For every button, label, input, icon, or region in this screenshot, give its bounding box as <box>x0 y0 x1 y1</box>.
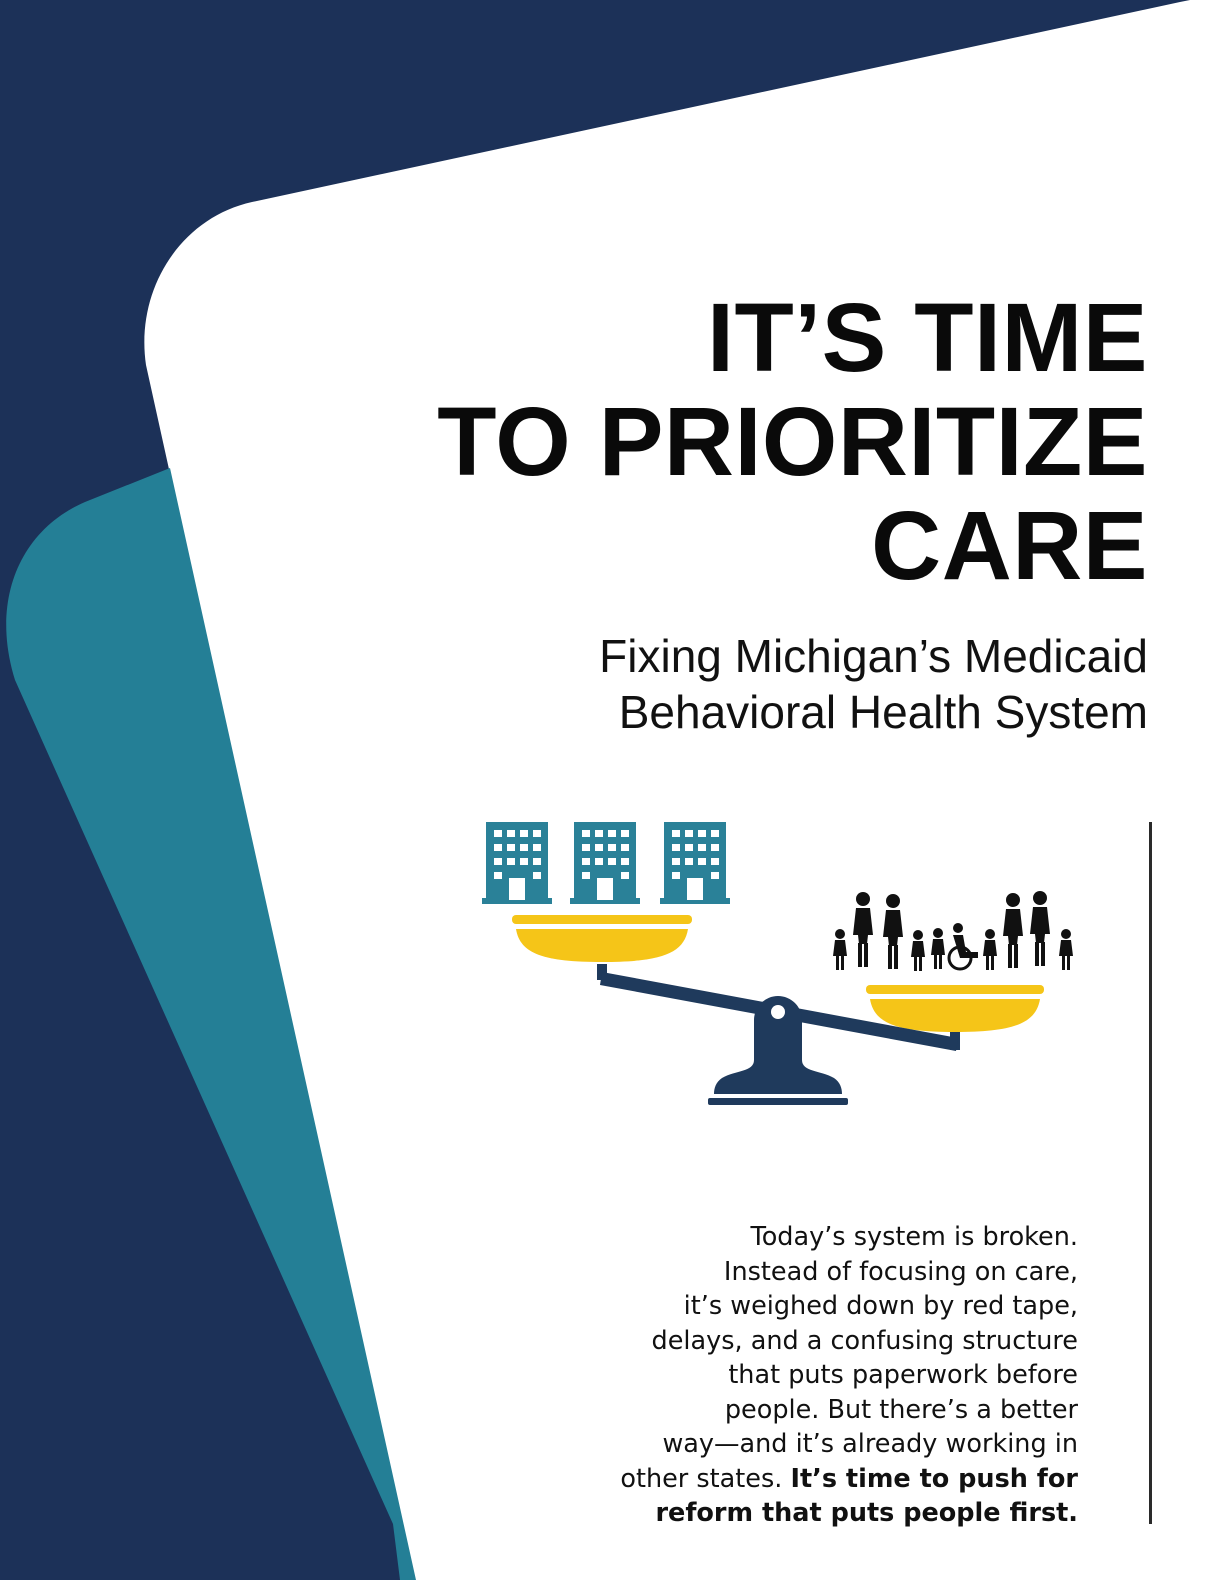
body-line: people. But there’s a better <box>724 1394 1078 1425</box>
body-bold-callout-end: reform that puts people first. <box>655 1498 1078 1528</box>
body-line: it’s weighed down by red tape, <box>683 1291 1078 1321</box>
body-line: way—and it’s already working in <box>662 1429 1078 1459</box>
people-silhouettes <box>833 891 1073 971</box>
body-bold-callout: It’s time to push for <box>790 1463 1078 1494</box>
intro-paragraph <box>620 1220 1078 1531</box>
body-line: Instead of focusing on care, <box>723 1256 1078 1287</box>
vertical-divider <box>1149 822 1152 1524</box>
body-line: that puts paperwork before <box>728 1360 1078 1390</box>
title-line-3: CARE <box>871 491 1148 600</box>
scale-illustration <box>470 815 1090 1115</box>
page-subtitle <box>599 628 1148 740</box>
left-scale-pan <box>512 915 692 980</box>
title-line-1: IT’S TIME <box>707 283 1148 392</box>
body-line: delays, and a confusing structure <box>651 1325 1078 1356</box>
building-icon <box>482 822 552 904</box>
wheelchair-user-icon <box>949 923 978 969</box>
subtitle-line-1: Fixing Michigan’s Medicaid <box>599 630 1148 682</box>
building-icon <box>570 822 640 904</box>
body-line-mixed <box>620 1462 1078 1497</box>
body-line: Today’s system is broken. <box>750 1222 1078 1252</box>
title-line-2: TO PRIORITIZE <box>437 387 1148 496</box>
body-line-regular-part: other states. <box>620 1463 791 1494</box>
building-icon <box>660 822 730 904</box>
subtitle-line-2: Behavioral Health System <box>618 686 1148 738</box>
page-title <box>437 283 1148 600</box>
